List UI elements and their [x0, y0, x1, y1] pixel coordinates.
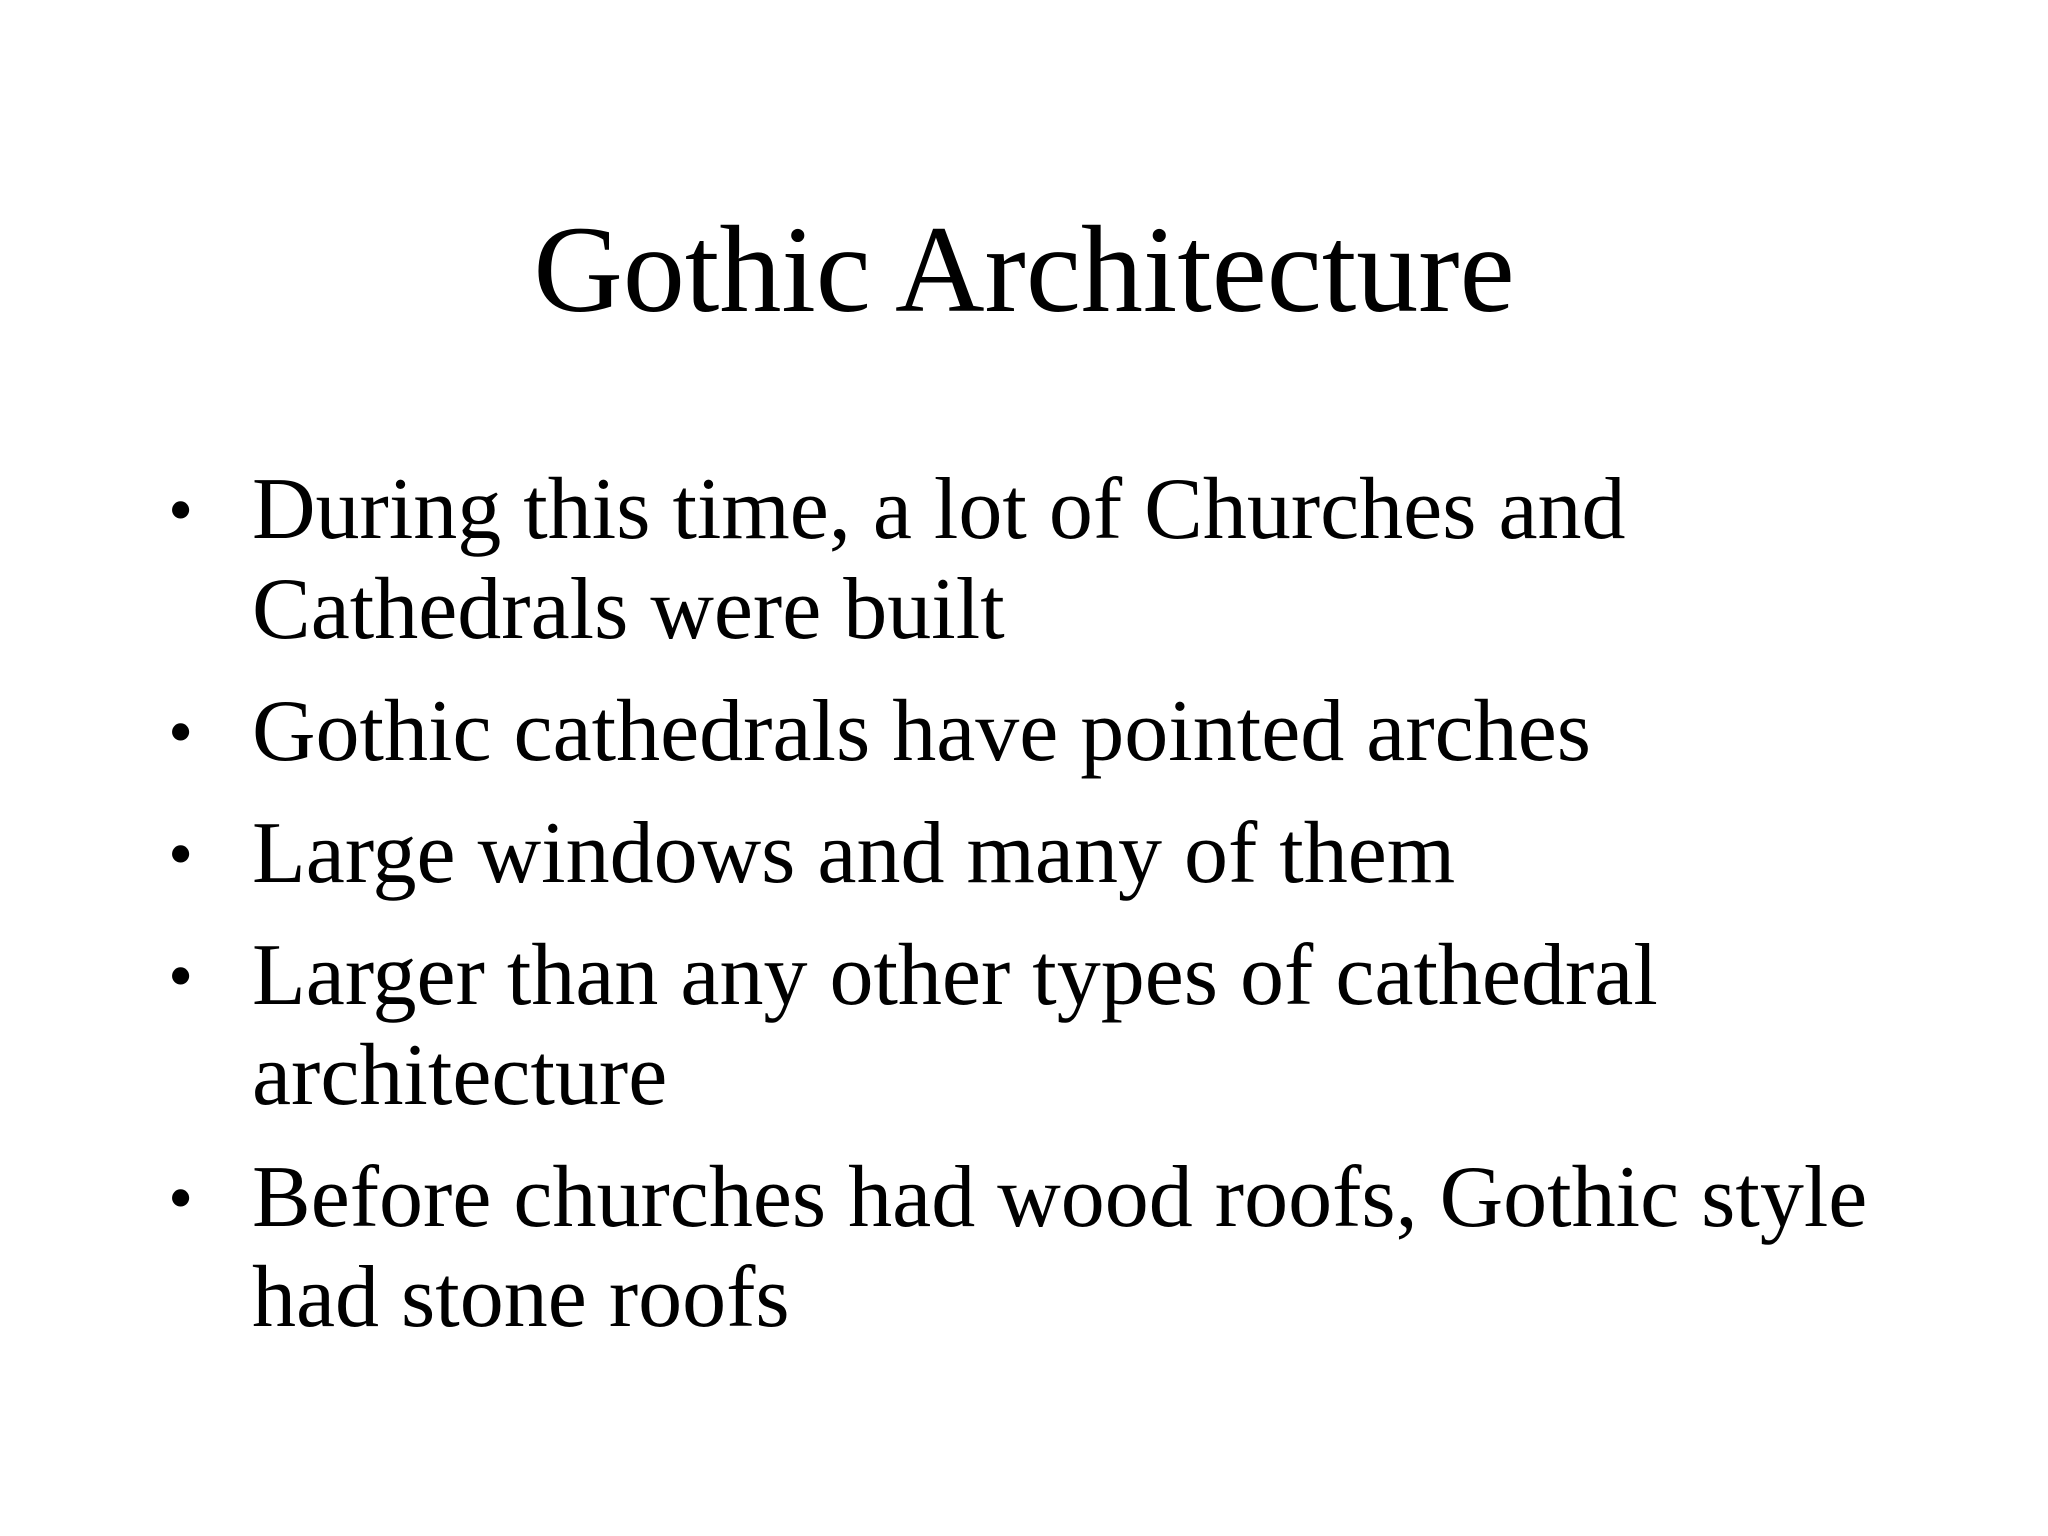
- slide-title: Gothic Architecture: [533, 201, 1515, 338]
- bullet-text: Large windows and many of them: [252, 805, 1456, 902]
- bullet-item-2: [168, 682, 1868, 782]
- bullet-text: Before churches had wood roofs, Gothic style had stone roofs: [252, 1149, 1868, 1346]
- bullet-item-5: [168, 1148, 1868, 1348]
- bullet-icon: •: [168, 1158, 194, 1238]
- bullet-item-3: [168, 804, 1868, 904]
- bullet-icon: •: [168, 470, 194, 550]
- bullet-text: During this time, a lot of Churches and Cathedrals were built: [252, 461, 1626, 658]
- bullet-text: Gothic cathedrals have pointed arches: [252, 683, 1591, 780]
- bullet-icon: •: [168, 936, 194, 1016]
- bullet-item-4: [168, 926, 1868, 1126]
- bullet-icon: •: [168, 814, 194, 894]
- bullet-text: Larger than any other types of cathedral architecture: [252, 927, 1658, 1124]
- bullet-list: [168, 460, 1868, 1370]
- bullet-item-1: [168, 460, 1868, 660]
- bullet-icon: •: [168, 692, 194, 772]
